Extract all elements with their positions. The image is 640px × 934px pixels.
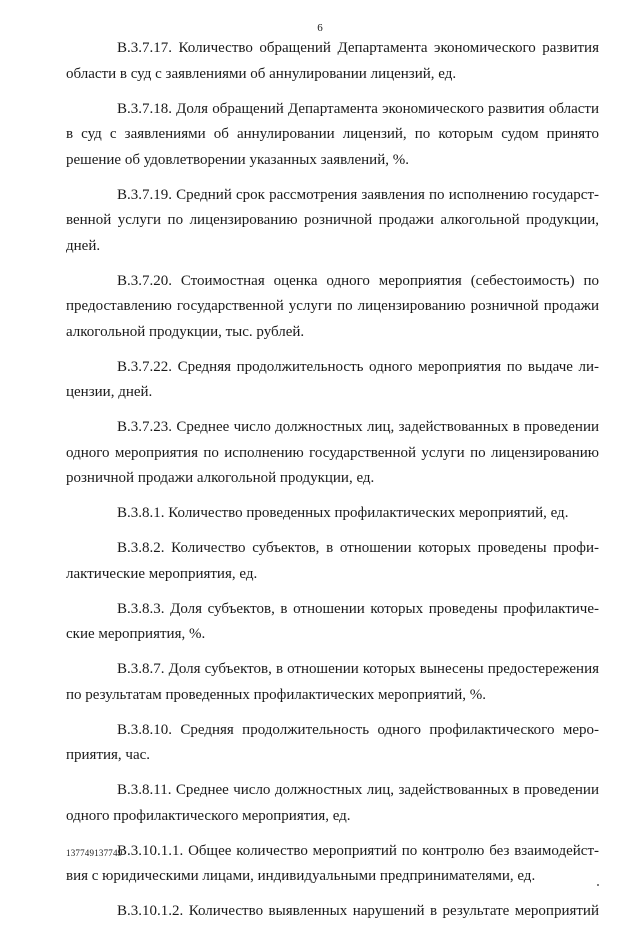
paragraph-b-3-7-22: В.3.7.22. Средняя продолжительность одного мероприятия по выдаче лицензии, дней. [66,358,599,400]
paragraph-b-3-8-1: В.3.8.1. Количество проведенных профилактических мероприятий, ед. [117,505,569,521]
paragraph-b-3-7-19: В.3.7.19. Средний срок рассмотрения заявления по исполнению государственной услуги по лицензированию розничной продажи алкогольной продукции, дней. [66,186,599,254]
paragraph-b-3-8-3: В.3.8.3. Доля субъектов, в отношении которых проведены профилактические мероприятия, %. [66,600,599,642]
paragraph-b-3-8-2: В.3.8.2. Количество субъектов, в отношении которых проведены профилактические мероприятия, ед. [66,540,599,582]
paragraph-b-3-7-17: В.3.7.17. Количество обращений Департамента экономического развития области в суд с заявлениями об аннулировании лицензий, ед. [66,40,599,82]
scan-speck [597,884,599,886]
paragraph-b-3-8-11: В.3.8.11. Среднее число должностных лиц, задействованных в проведении одного профилактического мероприятия, ед. [66,782,599,824]
paragraph-b-3-7-18: В.3.7.18. Доля обращений Департамента экономического развития области в суд с заявлениями об аннулировании лицензий, по которым судом принято решение об удовлетворении указанных заявлений, %. [66,100,599,168]
paragraph-b-3-8-7: В.3.8.7. Доля субъектов, в отношении которых вынесены предостережения по результатам проведенных профилактических мероприятий, %. [66,661,599,703]
paragraph-b-3-7-23: В.3.7.23. Среднее число должностных лиц, задействованных в проведении одного мероприятия по исполнению государственной услуги по лицензированию розничной продажи алкогольной продукции, ед. [66,419,599,486]
page-number: 6 [317,22,323,34]
paragraph-b-3-10-1-2: В.3.10.1.2. Количество выявленных нарушений в результате мероприятий [117,903,599,919]
document-footer-code: 137749137749 [66,848,123,858]
paragraph-b-3-8-10: В.3.8.10. Средняя продолжительность одного профилактического мероприятия, час. [66,721,599,763]
document-body [66,36,599,934]
paragraph-b-3-7-20: В.3.7.20. Стоимостная оценка одного мероприятия (себестоимость) по предоставлению государственной услуги по лицензированию розничной продажи алкогольной продукции, тыс. рублей. [66,272,599,340]
paragraph-b-3-10-1-1: В.3.10.1.1. Общее количество мероприятий по контролю без взаимодействия с юридическими лицами, индивидуальными предпринимателями, ед. [66,842,599,884]
